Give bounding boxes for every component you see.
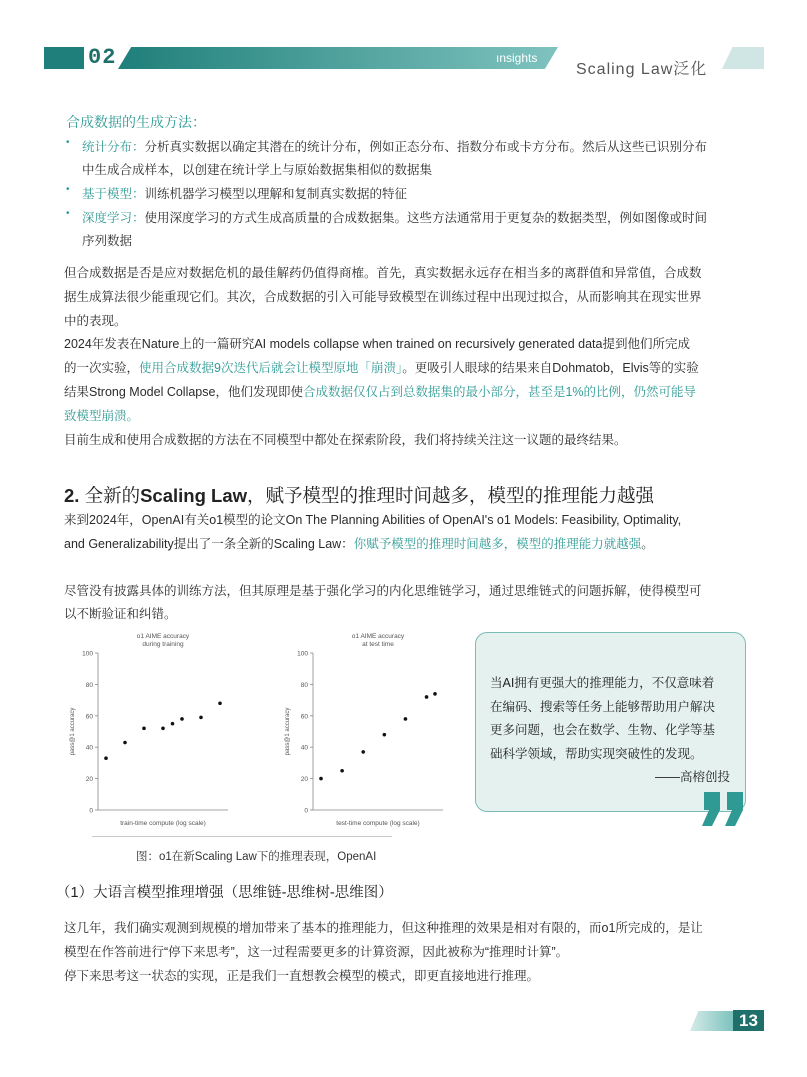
bullet-icon: • (66, 208, 70, 219)
text-line: 模型在作答前进行“停下来思考”，这一过程需要更多的计算资源，因此被称为“推理时计算”。 (64, 945, 569, 959)
paragraph-model-collapse (64, 332, 754, 452)
text-line: 这几年，我们确实观测到规模的增加带来了基本的推理能力，但这种推理的效果是相对有限的，而o1所完成的，是让 (64, 921, 703, 935)
data-point (404, 717, 408, 721)
heading-part: Scaling Law (140, 485, 248, 506)
text-line: 据生成算法很少能重现它们。其次，合成数据的引入可能导致模型在训练过程中出现过拟合，从而影响其在现实世界 (64, 290, 702, 304)
text-span: 结果Strong Model Collapse，他们发现即使 (64, 385, 303, 399)
x-axis-label: train-time compute (log scale) (120, 820, 206, 827)
synthetic-heading: 合成数据的生成方法： (66, 114, 206, 130)
list-item (82, 183, 752, 206)
section3-heading: （1）大语言模型推理增强（思维链-思维树-思维图） (56, 885, 393, 901)
text-line: 尽管没有披露具体的训练方法，但其原理是基于强化学习的内化思维链学习，通过思维链式的问题拆解，使得模型可 (64, 584, 702, 598)
text-line: 致模型崩溃。 (64, 409, 140, 423)
text-line: 目前生成和使用合成数据的方法在不同模型中都处在探索阶段，我们将持续关注这一议题的最终结果。 (64, 433, 627, 447)
y-tick-label: 0 (304, 807, 308, 815)
section2-heading (64, 482, 654, 508)
text-line: 停下来思考这一状态的实现，正是我们一直想教会模型的模式，即更直接地进行推理。 (64, 969, 540, 983)
text-span: 。 (641, 537, 654, 551)
y-tick-label: 40 (85, 744, 93, 752)
y-tick-label: 20 (85, 776, 93, 784)
chart-title: o1 AIME accuracy (351, 633, 405, 640)
text-line (64, 532, 764, 556)
list-text-cont: 中生成合成样本，以创建在统计学上与原始数据集相似的数据集 (82, 163, 433, 177)
y-tick-label: 80 (300, 681, 308, 689)
paragraph-reinforcement (64, 580, 754, 626)
text-span: 的一次实验， (64, 361, 140, 375)
data-point (123, 741, 127, 745)
chart-title: o1 AIME accuracy (136, 633, 190, 640)
data-point (104, 756, 108, 760)
y-tick-label: 60 (85, 713, 93, 721)
data-point (319, 777, 323, 781)
chart-title: during training (142, 641, 184, 648)
data-point (199, 716, 203, 720)
text-line: 础科学领域，帮助实现突破性的发现。 (490, 746, 703, 761)
y-tick-label: 100 (82, 650, 93, 658)
y-tick-label: 60 (300, 713, 308, 721)
y-axis-label: pass@1 accuracy (285, 707, 291, 756)
y-tick-label: 0 (89, 807, 93, 815)
chart-test-time (285, 633, 443, 827)
text-line: 但合成数据是否是应对数据危机的最佳解药仍值得商榷。首先，真实数据永远存在相当多的离群值和异常值，合成数 (64, 266, 702, 280)
data-point (433, 692, 437, 696)
bullet-icon: • (66, 137, 70, 148)
text-line: 当AI拥有更强大的推理能力，不仅意味着 (490, 676, 715, 690)
data-point (340, 769, 344, 773)
bullet-icon: • (66, 184, 70, 195)
text-line: 更多问题，也会在数学、生物、化学等基 (490, 723, 716, 737)
text-line: 以不断验证和纠错。 (64, 607, 177, 621)
figure-rule (92, 836, 392, 837)
figure-charts (60, 625, 460, 840)
text-line: 中的表现。 (64, 314, 127, 328)
data-point (425, 695, 429, 699)
list-text: 使用深度学习的方式生成高质量的合成数据集。这些方法通常用于更复杂的数据类型，例如图像或时间 (144, 211, 708, 225)
data-point (218, 701, 222, 705)
y-tick-label: 40 (300, 744, 308, 752)
text-span: 。更吸引人眼球的结果来自Dohmatob，Elvis等的实验 (402, 361, 699, 375)
list-term: 统计分布： (82, 140, 145, 154)
text-line: 2024年发表在Nature上的一篇研究AI models collapse when trained on recursively generated data提到他们所完成 (64, 337, 690, 351)
list-term: 深度学习： (82, 211, 145, 225)
header-bar-right (722, 47, 764, 69)
list-term: 基于模型： (82, 187, 145, 201)
header-bar-gradient (118, 47, 558, 69)
data-point (361, 750, 365, 754)
text-line (64, 356, 754, 380)
heading-number: 2. (64, 485, 80, 506)
quote-mark-icon (700, 790, 748, 828)
header-title: Scaling Law泛化 (576, 61, 708, 78)
text-line: 来到2024年，OpenAI有关o1模型的论文On The Planning Abilities of OpenAI's o1 Models: Feasibility, Optimality, (64, 513, 682, 527)
list-text: 训练机器学习模型以理解和复制真实数据的特征 (144, 187, 408, 201)
quote-author: ——高榕创投 (654, 770, 730, 784)
paragraph-data-crisis (64, 261, 754, 333)
y-tick-label: 80 (85, 681, 93, 689)
paragraph-new-scaling-law (64, 508, 764, 556)
x-axis-label: test-time compute (log scale) (336, 820, 420, 827)
data-point (171, 722, 175, 726)
data-point (142, 727, 146, 731)
paragraph-reasoning (64, 916, 754, 988)
y-axis-label: pass@1 accuracy (70, 707, 76, 756)
section-number: 02 (84, 45, 120, 70)
list-item (82, 136, 752, 182)
list-text-cont: 序列数据 (82, 234, 133, 248)
quote-text (490, 672, 740, 790)
page-number: 13 (733, 1010, 764, 1031)
header-tag: ınsights (496, 51, 538, 65)
list-text: 分析真实数据以确定其潜在的统计分布，例如正态分布、指数分布或卡方分布。然后从这些已识别分布 (144, 140, 708, 154)
data-point (161, 727, 165, 731)
data-point (180, 717, 184, 721)
y-tick-label: 100 (297, 650, 308, 658)
highlight-span: 合成数据仅仅占到总数据集的最小部分，甚至是1%的比例，仍然可能导 (302, 385, 697, 399)
text-line: 在编码、搜索等任务上能够帮助用户解决 (490, 699, 716, 714)
text-span: and Generalizability提出了一条全新的Scaling Law： (64, 537, 354, 551)
list-item (82, 207, 752, 253)
highlight-span: 使用合成数据9次迭代后就会让模型原地「崩溃」 (139, 361, 403, 375)
highlight-span: 你赋予模型的推理时间越多，模型的推理能力就越强 (353, 537, 642, 551)
text-line (64, 380, 754, 404)
y-tick-label: 20 (300, 776, 308, 784)
heading-part: 全新的 (84, 485, 141, 506)
figure-caption: 图：o1在新Scaling Law下的推理表现，OpenAI (136, 851, 377, 863)
chart-training (70, 633, 228, 827)
chart-title: at test time (362, 641, 394, 648)
heading-part: ，赋予模型的推理时间越多，模型的推理能力越强 (247, 485, 655, 506)
data-point (383, 733, 387, 737)
